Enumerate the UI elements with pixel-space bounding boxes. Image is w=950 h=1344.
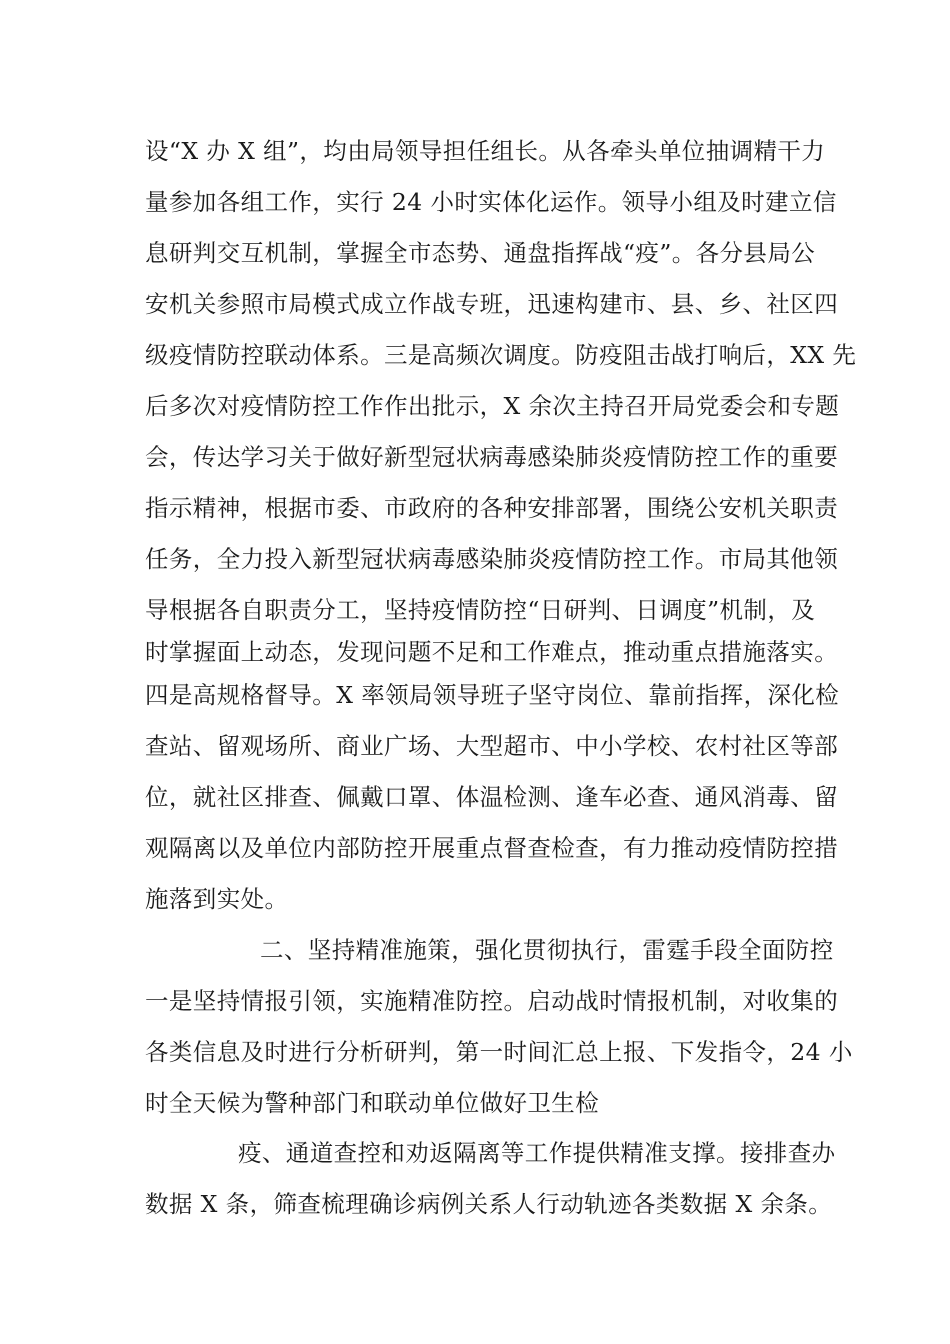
body-text-line: 导根据各自职责分工，坚持疫情防控“日研判、日调度”机制，及 bbox=[145, 596, 816, 624]
body-text-line: 设“X 办 X 组”，均由局领导担任组长。从各牵头单位抽调精干力 bbox=[145, 137, 826, 165]
body-text-line: 息研判交互机制，掌握全市态势、通盘指挥战“疫”。各分县局公 bbox=[145, 239, 816, 267]
body-text-line: 量参加各组工作，实行 24 小时实体化运作。领导小组及时建立信 bbox=[145, 188, 837, 216]
body-text-line: 四是高规格督导。X 率领局领导班子坚守岗位、靠前指挥，深化检 bbox=[145, 681, 840, 709]
body-text-line: 观隔离以及单位内部防控开展重点督查检查，有力推动疫情防控措 bbox=[145, 834, 839, 862]
body-text-line: 数据 X 条，筛查梳理确诊病例关系人行动轨迹各类数据 X 余条。 bbox=[145, 1190, 833, 1218]
body-text-line: 施落到实处。 bbox=[145, 885, 289, 913]
body-text-line: 各类信息及时进行分析研判，第一时间汇总上报、下发指令，24 小 bbox=[145, 1038, 853, 1066]
body-text-line: 位，就社区排查、佩戴口罩、体温检测、逢车必查、通风消毒、留 bbox=[145, 783, 839, 811]
body-text-line: 任务，全力投入新型冠状病毒感染肺炎疫情防控工作。市局其他领 bbox=[145, 545, 839, 573]
body-text-line: 疫、通道查控和劝返隔离等工作提供精准支撑。接排查办 bbox=[238, 1139, 836, 1167]
body-text-line: 时全天候为警种部门和联动单位做好卫生检 bbox=[145, 1089, 600, 1117]
body-text-line: 时掌握面上动态，发现问题不足和工作难点，推动重点措施落实。 bbox=[145, 638, 839, 666]
body-text-line: 一是坚持情报引领，实施精准防控。启动战时情报机制，对收集的 bbox=[145, 987, 839, 1015]
body-text-line: 查站、留观场所、商业广场、大型超市、中小学校、农村社区等部 bbox=[145, 732, 839, 760]
body-text-line: 后多次对疫情防控工作作出批示，X 余次主持召开局党委会和专题 bbox=[145, 392, 840, 420]
body-text-line: 安机关参照市局模式成立作战专班，迅速构建市、县、乡、社区四 bbox=[145, 290, 839, 318]
body-text-line: 会，传达学习关于做好新型冠状病毒感染肺炎疫情防控工作的重要 bbox=[145, 443, 839, 471]
body-text-line: 指示精神，根据市委、市政府的各种安排部署，围绕公安机关职责 bbox=[145, 494, 839, 522]
body-text-line: 级疫情防控联动体系。三是高频次调度。防疫阻击战打响后，XX 先 bbox=[145, 341, 857, 369]
section-heading: 二、坚持精准施策，强化贯彻执行，雷霆手段全面防控 bbox=[260, 936, 834, 964]
